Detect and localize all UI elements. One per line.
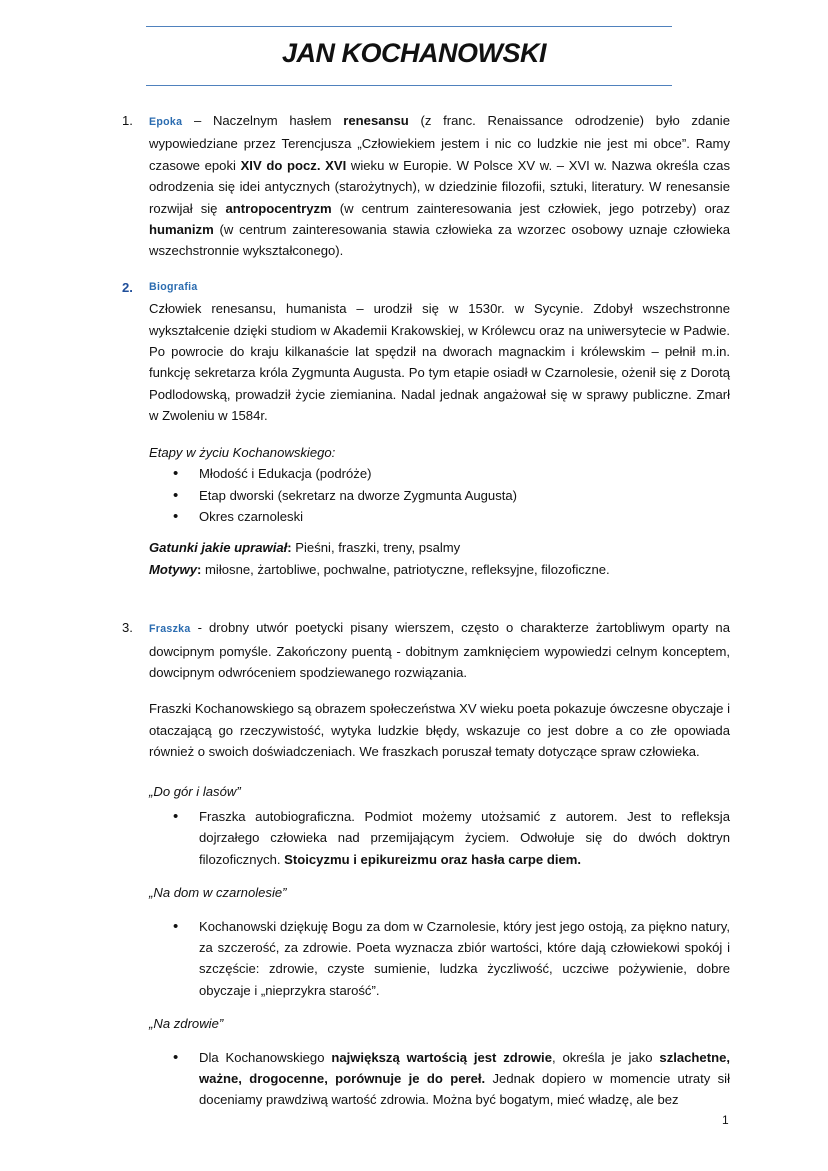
section-fraszka	[122, 617, 730, 1111]
list-item: • Młodość i Edukacja (podróże)	[149, 463, 730, 484]
poem-title: „Na zdrowie”	[149, 1016, 224, 1032]
text-run: – Naczelnym hasłem	[182, 113, 344, 128]
poem-title: „Do gór i lasów”	[149, 783, 241, 799]
bold-term: humanizm	[149, 222, 214, 238]
text-run: (w centrum zainteresowania jest człowiek, jego potrzeby) oraz	[331, 200, 731, 216]
page-number: 1	[722, 1113, 729, 1127]
text-run: Jednak dopiero w momencie utraty sił doceniamy prawdziwą wartość zdrowia. Można być bogatym, mieć władzę, ale bez	[199, 1071, 730, 1108]
text-run: (w centrum zainteresowania stawia człowieka za wzorzec osobowy uznaje człowieka wszechstronnie wykształconego).	[149, 222, 730, 259]
bold-term: szlachetne, ważne, drogocenne, porównuje je do pereł.	[199, 1049, 730, 1087]
genres-label: Gatunki jakie uprawiał	[149, 540, 288, 556]
section-epoka	[122, 110, 730, 262]
list-item	[149, 1047, 730, 1111]
stages-title: Etapy w życiu Kochanowskiego:	[149, 444, 336, 460]
bold-term: największą wartością jest zdrowie	[331, 1049, 552, 1065]
section-paragraph	[149, 110, 730, 262]
section-heading: Fraszka	[149, 623, 191, 636]
poem-notes	[149, 916, 730, 1002]
bold-term: renesansu	[343, 113, 409, 128]
text-run: (z franc. Renaissance odrodzenie) było zdanie wypowiedziane przez Terencjusza „Człowiekiem jestem i nic co ludzkie nie jest mi obce”. Ramy czasowe epoki	[149, 113, 730, 173]
section-heading: Biografia	[149, 280, 198, 293]
biography-paragraph: Człowiek renesansu, humanista – urodził się w 1530r. w Sycynie. Zdobył wszechstronne wykształcenie dzięki studiom w Akademii Krakowskiej, w Królewcu oraz na uniwersytecie w Padwie. Po powrocie do kraju kilkanaście lat spędził na dworach magnackim i królewskim – pełnił m.in. funkcję sekretarza króla Zygmunta Augusta. Po tym etapie osiadł w Czarnolesie, ożenił się z Dorotą Podlodowską, prowadził życie ziemianina. Nadal jednak angażował się w sprawy publiczne. Zmarł w Zwoleniu w 1584r.	[149, 301, 730, 424]
genres-value: Pieśni, fraszki, treny, psalmy	[291, 540, 461, 556]
fraszka-definition	[149, 617, 730, 683]
section-heading: Epoka	[149, 116, 183, 128]
text-run: , określa je jako	[551, 1049, 660, 1065]
section-biografia	[122, 277, 730, 580]
text-run: Dla Kochanowskiego	[199, 1049, 332, 1065]
list-item	[149, 806, 730, 870]
motifs-value: miłosne, żartobliwe, pochwalne, patriotyczne, refleksyjne, filozoficzne.	[201, 561, 610, 577]
section-number: 1.	[122, 113, 133, 128]
text-run: - drobny utwór poetycki pisany wierszem, często o charakterze żartobliwym oparty na dowcipnym pomyśle. Zakończony puentą - dobitnym zamknięciem wypowiedzi celnym konceptem, dowcipnym odwróceniem spodziewanego rozwiązania.	[149, 620, 730, 680]
list-item: • Okres czarnoleski	[149, 506, 730, 527]
section-number: 3.	[122, 620, 133, 636]
document-body	[122, 110, 730, 1111]
bold-term: Stoicyzmu i epikureizmu oraz hasła carpe diem.	[284, 851, 582, 867]
motifs-label: Motywy	[149, 561, 198, 577]
poem-notes	[149, 806, 730, 870]
list-item: • Etap dworski (sekretarz na dworze Zygmunta Augusta)	[149, 485, 730, 506]
poem-title: „Na dom w czarnolesie”	[149, 885, 287, 901]
stages-list	[149, 463, 730, 527]
bold-term: antropocentryzm	[225, 200, 332, 216]
list-item: • Kochanowski dziękuję Bogu za dom w Czarnolesie, który jest jego ostoją, za piękno natury, za szczerość, za zdrowie. Poeta wyznacza zbiór wartości, które dają człowiekowi spokój i szczęście: zdrowie, czyste sumienie, ludzka życzliwość, uczciwe pożywienie, dobre obyczaje i „nieprzykra starość”.	[149, 916, 730, 1002]
header-rule-bottom	[146, 85, 672, 86]
motifs-line: Motywy: miłosne, żartobliwe, pochwalne, patriotyczne, refleksyjne, filozoficzne.	[149, 561, 610, 577]
header-rule-top	[146, 26, 672, 27]
poem-notes	[149, 1047, 730, 1111]
text-run: Fraszka autobiograficzna. Podmiot możemy utożsamić z autorem. Jest to refleksja dojrzałego człowieka nad przemijającym życiem. Odwołuje się do dwóch doktryn filozoficznych.	[199, 808, 730, 867]
fraszka-paragraph: Fraszki Kochanowskiego są obrazem społeczeństwa XV wieku poeta pokazuje ówczesne obyczaje i otaczającą go rzeczywistość, wytyka ludzkie błędy, wskazuje co jest dobre a co złe opowiada również o swoich doświadczeniach. We fraszkach poruszał tematy dotyczące spraw człowieka.	[149, 701, 730, 760]
document-title: JAN KOCHANOWSKI	[281, 38, 546, 68]
bold-term: XIV do pocz. XVI	[240, 157, 347, 173]
text-run: wieku w Europie. W Polsce XV w. – XVI w. Nazwa określa czas odrodzenia się idei antycznych (starożytnych), w dziedzinie filozofii, sztuki, literatury. W renesansie rozwijał się	[149, 157, 730, 216]
genres-line: Gatunki jakie uprawiał: Pieśni, fraszki, treny, psalmy	[149, 540, 461, 556]
section-number: 2.	[122, 279, 133, 295]
